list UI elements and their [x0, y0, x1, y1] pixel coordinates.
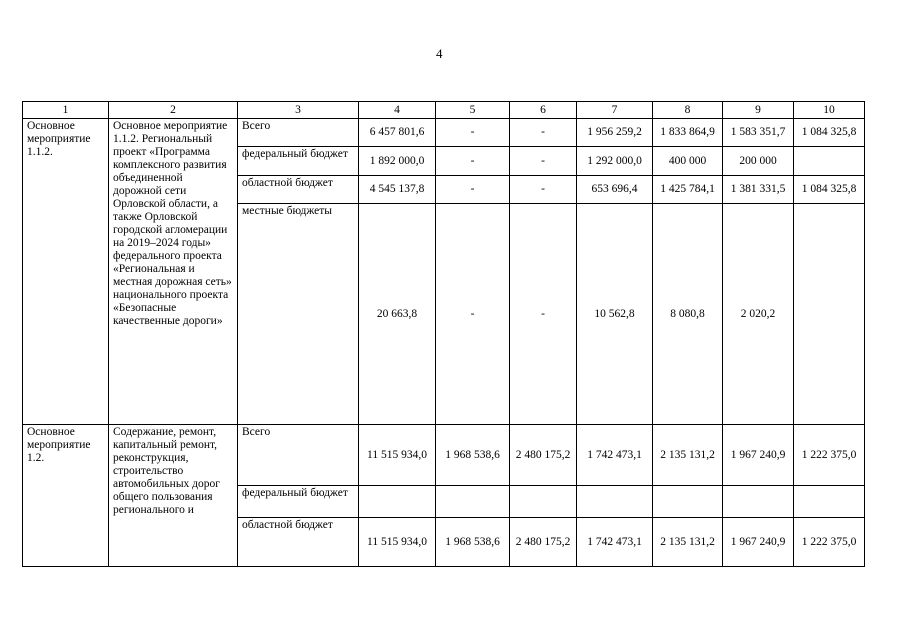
value-cell [359, 486, 436, 518]
value-cell [794, 147, 865, 176]
header-cell: 10 [794, 102, 865, 119]
table-row [23, 119, 865, 147]
header-cell: 5 [436, 102, 510, 119]
value-cell: - [510, 147, 577, 176]
value-cell: 1 084 325,8 [794, 176, 865, 204]
value-cell: 1 425 784,1 [653, 176, 723, 204]
value-cell: 6 457 801,6 [359, 119, 436, 147]
value-cell: 8 080,8 [653, 204, 723, 425]
value-cell: 1 967 240,9 [723, 425, 794, 486]
value-cell: 200 000 [723, 147, 794, 176]
funding-source-cell: областной бюджет [238, 176, 359, 204]
header-row [23, 102, 865, 119]
value-cell: 20 663,8 [359, 204, 436, 425]
value-cell: 4 545 137,8 [359, 176, 436, 204]
value-cell: - [510, 204, 577, 425]
value-cell: 1 583 351,7 [723, 119, 794, 147]
value-cell: 1 833 864,9 [653, 119, 723, 147]
value-cell: 1 967 240,9 [723, 518, 794, 567]
value-cell: 2 480 175,2 [510, 425, 577, 486]
value-cell: - [436, 119, 510, 147]
value-cell: 1 968 538,6 [436, 518, 510, 567]
value-cell: 1 381 331,5 [723, 176, 794, 204]
value-cell: 1 742 473,1 [577, 518, 653, 567]
header-cell: 8 [653, 102, 723, 119]
value-cell: 10 562,8 [577, 204, 653, 425]
value-cell: 1 222 375,0 [794, 518, 865, 567]
value-cell: 1 084 325,8 [794, 119, 865, 147]
value-cell: - [510, 176, 577, 204]
value-cell: - [436, 147, 510, 176]
value-cell: - [510, 119, 577, 147]
event-cell: Основное мероприятие 1.2. [23, 425, 109, 567]
header-cell: 9 [723, 102, 794, 119]
value-cell: 2 135 131,2 [653, 425, 723, 486]
header-cell: 4 [359, 102, 436, 119]
header-cell: 2 [109, 102, 238, 119]
header-cell: 7 [577, 102, 653, 119]
value-cell: 2 480 175,2 [510, 518, 577, 567]
value-cell: 653 696,4 [577, 176, 653, 204]
value-cell: 1 892 000,0 [359, 147, 436, 176]
value-cell [510, 486, 577, 518]
value-cell: 11 515 934,0 [359, 425, 436, 486]
description-cell: Основное мероприятие 1.1.2. Региональный проект «Программа комплексного развития объединенной дорожной сети Орловской области, а также Орловской городской агломерации на 2019–2024 годы» федерального проекта «Региональная и местная дорожная сеть» национального проекта «Безопасные качественные дороги» [109, 119, 238, 425]
value-cell [794, 486, 865, 518]
description-cell: Содержание, ремонт, капитальный ремонт, реконструкция, строительство автомобильных дорог общего пользования регионального и [109, 425, 238, 567]
value-cell: 1 968 538,6 [436, 425, 510, 486]
table-row [23, 425, 865, 486]
funding-source-cell: федеральный бюджет [238, 147, 359, 176]
header-cell: 6 [510, 102, 577, 119]
header-cell: 1 [23, 102, 109, 119]
value-cell: 11 515 934,0 [359, 518, 436, 567]
value-cell: - [436, 204, 510, 425]
page-number: 4 [436, 46, 443, 61]
value-cell: 1 742 473,1 [577, 425, 653, 486]
event-cell: Основное мероприятие 1.1.2. [23, 119, 109, 425]
budget-table [22, 101, 865, 567]
value-cell: 1 956 259,2 [577, 119, 653, 147]
value-cell: 1 222 375,0 [794, 425, 865, 486]
funding-source-cell: областной бюджет [238, 518, 359, 567]
value-cell [653, 486, 723, 518]
value-cell [577, 486, 653, 518]
funding-source-cell: федеральный бюджет [238, 486, 359, 518]
value-cell: 1 292 000,0 [577, 147, 653, 176]
funding-source-cell: Всего [238, 425, 359, 486]
value-cell: 400 000 [653, 147, 723, 176]
value-cell [794, 204, 865, 425]
value-cell [723, 486, 794, 518]
value-cell [436, 486, 510, 518]
funding-source-cell: Всего [238, 119, 359, 147]
value-cell: 2 020,2 [723, 204, 794, 425]
value-cell: - [436, 176, 510, 204]
value-cell: 2 135 131,2 [653, 518, 723, 567]
header-cell: 3 [238, 102, 359, 119]
funding-source-cell: местные бюджеты [238, 204, 359, 425]
